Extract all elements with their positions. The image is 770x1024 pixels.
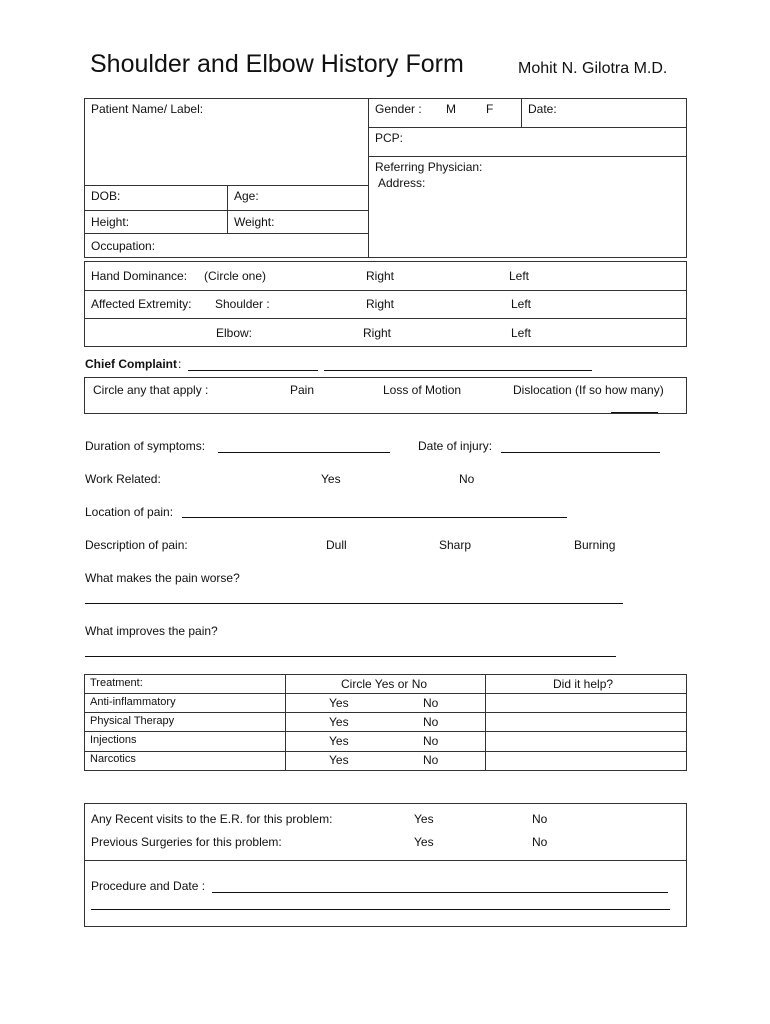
- treatment-header: Treatment:: [90, 677, 143, 689]
- er-no-option[interactable]: No: [532, 812, 548, 826]
- divider: [84, 731, 687, 732]
- divider: [84, 290, 687, 291]
- chief-complaint-colon: :: [178, 357, 182, 371]
- treatment-no-option[interactable]: No: [423, 696, 439, 710]
- divider: [368, 156, 687, 157]
- er-visits-label: Any Recent visits to the E.R. for this problem:: [91, 812, 333, 826]
- dull-option[interactable]: Dull: [326, 538, 347, 552]
- date-label: Date:: [528, 102, 557, 116]
- did-it-help-header: Did it help?: [553, 677, 614, 691]
- sharp-option[interactable]: Sharp: [439, 538, 472, 552]
- treatment-yes-option[interactable]: Yes: [329, 715, 349, 729]
- elbow-label: Elbow:: [216, 326, 253, 340]
- elbow-left-option[interactable]: Left: [511, 326, 532, 340]
- patient-name-label: Patient Name/ Label:: [91, 102, 204, 116]
- pain-worse-label: What makes the pain worse?: [85, 571, 240, 585]
- pain-improves-label: What improves the pain?: [85, 624, 218, 638]
- procedure-date-line-2[interactable]: [91, 909, 670, 910]
- procedure-date-line[interactable]: [212, 892, 668, 893]
- form-title: Shoulder and Elbow History Form: [90, 50, 464, 78]
- treatment-no-option[interactable]: No: [423, 734, 439, 748]
- divider: [368, 127, 687, 128]
- gender-label: Gender :: [375, 102, 422, 116]
- work-yes-option[interactable]: Yes: [321, 472, 341, 486]
- divider: [84, 712, 687, 713]
- loss-of-motion-option[interactable]: Loss of Motion: [383, 383, 462, 397]
- divider: [227, 185, 228, 233]
- surgery-no-option[interactable]: No: [532, 835, 548, 849]
- work-related-label: Work Related:: [85, 472, 161, 486]
- occupation-label: Occupation:: [91, 239, 156, 253]
- location-label: Location of pain:: [85, 505, 174, 519]
- shoulder-left-option[interactable]: Left: [511, 297, 532, 311]
- address-label: Address:: [378, 176, 426, 190]
- dislocation-option[interactable]: Dislocation (If so how many): [513, 383, 664, 397]
- location-line[interactable]: [182, 517, 567, 518]
- dislocation-count-line[interactable]: [611, 412, 658, 413]
- treatment-yes-option[interactable]: Yes: [329, 734, 349, 748]
- elbow-right-option[interactable]: Right: [363, 326, 392, 340]
- doctor-name: Mohit N. Gilotra M.D.: [518, 60, 668, 77]
- duration-line[interactable]: [218, 452, 390, 453]
- surgeries-label: Previous Surgeries for this problem:: [91, 835, 282, 849]
- circle-yes-no-header: Circle Yes or No: [341, 677, 428, 691]
- treatment-name: Anti-inflammatory: [90, 696, 176, 708]
- treatment-name: Injections: [90, 734, 137, 746]
- description-label: Description of pain:: [85, 538, 188, 552]
- circle-apply-label: Circle any that apply :: [93, 383, 209, 397]
- circle-one-hint: (Circle one): [204, 269, 267, 283]
- er-yes-option[interactable]: Yes: [414, 812, 434, 826]
- treatment-name: Physical Therapy: [90, 715, 175, 727]
- treatment-no-option[interactable]: No: [423, 753, 439, 767]
- pain-worse-line[interactable]: [85, 603, 623, 604]
- pain-improves-line[interactable]: [85, 656, 616, 657]
- hand-right-option[interactable]: Right: [366, 269, 395, 283]
- gender-m-option[interactable]: M: [446, 102, 456, 116]
- date-of-injury-line[interactable]: [501, 452, 660, 453]
- divider: [368, 98, 369, 258]
- procedure-date-label: Procedure and Date :: [91, 879, 206, 893]
- treatment-yes-option[interactable]: Yes: [329, 696, 349, 710]
- treatment-no-option[interactable]: No: [423, 715, 439, 729]
- shoulder-right-option[interactable]: Right: [366, 297, 395, 311]
- date-of-injury-label: Date of injury:: [418, 439, 493, 453]
- treatment-yes-option[interactable]: Yes: [329, 753, 349, 767]
- duration-label: Duration of symptoms:: [85, 439, 206, 453]
- divider: [285, 674, 286, 771]
- divider: [84, 751, 687, 752]
- chief-complaint-line[interactable]: [188, 370, 318, 371]
- age-label: Age:: [234, 189, 259, 203]
- affected-extremity-label: Affected Extremity:: [91, 297, 192, 311]
- hand-left-option[interactable]: Left: [509, 269, 530, 283]
- divider: [84, 233, 368, 234]
- weight-label: Weight:: [234, 215, 275, 229]
- pain-option[interactable]: Pain: [290, 383, 315, 397]
- divider: [84, 860, 687, 861]
- pcp-label: PCP:: [375, 131, 404, 145]
- divider: [84, 210, 368, 211]
- chief-complaint-line[interactable]: [324, 370, 592, 371]
- divider: [485, 674, 486, 771]
- dob-label: DOB:: [91, 189, 121, 203]
- gender-f-option[interactable]: F: [486, 102, 494, 116]
- referring-physician-label: Referring Physician:: [375, 160, 483, 174]
- divider: [84, 185, 368, 186]
- divider: [84, 693, 687, 694]
- hand-dominance-label: Hand Dominance:: [91, 269, 188, 283]
- work-no-option[interactable]: No: [459, 472, 475, 486]
- divider: [521, 98, 522, 127]
- treatment-name: Narcotics: [90, 753, 136, 765]
- shoulder-label: Shoulder :: [215, 297, 270, 311]
- burning-option[interactable]: Burning: [574, 538, 616, 552]
- surgery-yes-option[interactable]: Yes: [414, 835, 434, 849]
- chief-complaint-label: Chief Complaint: [85, 357, 177, 371]
- divider: [84, 318, 687, 319]
- height-label: Height:: [91, 215, 130, 229]
